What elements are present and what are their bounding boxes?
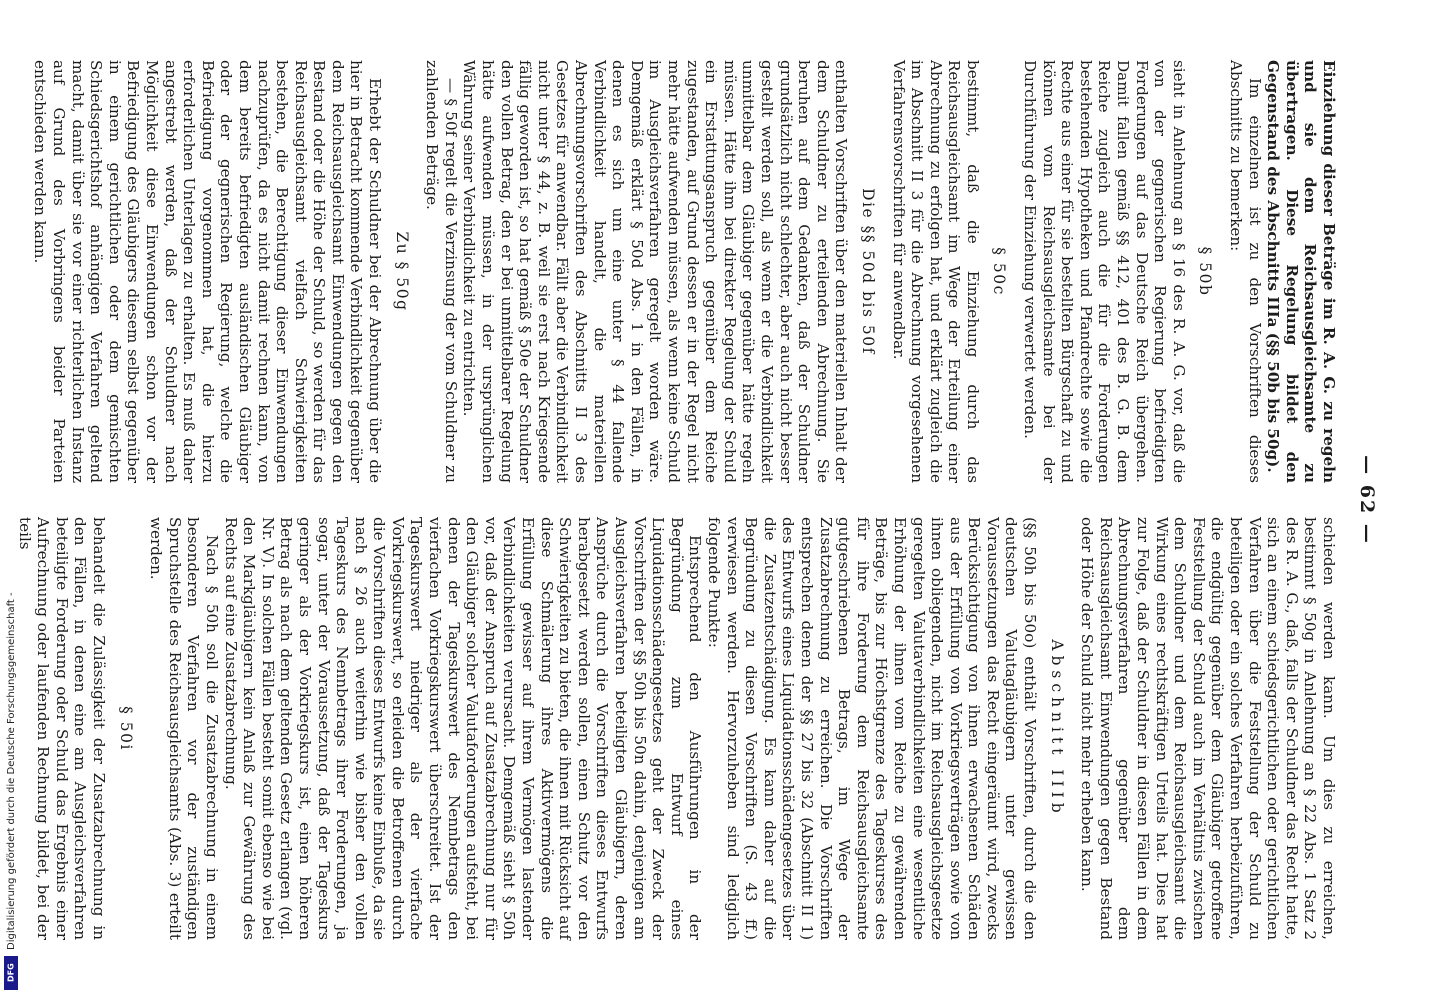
section-heading: § 50c bbox=[990, 247, 1009, 296]
paragraph: sieht in Anlehnung an § 16 des R. A. G. vor, daß die von der gegnerischen Regierung befriedigten Forderungen auf das Deutsche Reich übergehen. Damit fallen gemäß §§ 412, 401 des B. G. B. dem Reiche zugleich auch die für die Forderungen bestehenden Hypotheken und Pfandrechte sowie die Rechte aus einer für sie bestellten Bürgschaft zu und können vom Reichsausgleichsamte bei der Durchführung der Einziehung verwertet werden. bbox=[1021, 60, 1188, 483]
paragraph: Nach § 50h soll die Zusatzabrechnung in einem besonderen Verfahren vor der zuständigen Spruchstelle des Reichsausgleichsamts (Abs. 3) erteilt werden. bbox=[147, 517, 221, 940]
paragraph: — § 50f regelt die Verzinsung der vom Schuldner zu zahlenden Beträge. bbox=[423, 60, 460, 483]
right-column bbox=[15, 517, 1338, 940]
paragraph: Erhebt der Schuldner bei der Abrechnung über die hier in Betracht kommende Verbindlichkeit gegenüber dem Reichsausgleichsamt Einwendungen gegen den Bestand oder die Höhe der Schuld, so werden für das Reichsausgleichsamt vielfach Schwierigkeiten bestehen, die Berechtigung dieser Einwendungen nachzuprüfen, da es nicht damit rechnen kann, von dem bereits befriedigten ausländischen Gläubiger oder der gegnerischen Regierung, welche die Befriedigung vorgenommen hat, die hierzu erforderlichen Unterlagen zu erhalten. Es muß daher angestrebt werden, daß der Schuldner nach Möglichkeit diese Einwendungen schon vor der Befriedigung des Gläubigers diesem selbst gegenüber in einem gerichtlichen oder dem gemischten Schiedsgerichtshof anhängigen Verfahren geltend macht, damit über sie vor einer richterlichen Instanz auf Grund des Vorbringens beider Parteien entschieden werden kann. bbox=[31, 60, 385, 483]
paragraph: Entsprechend den Ausführungen in der Begründung zum Entwurf eines Liquidationsschädengesetzes geht der Zweck der Vorschriften der §§ 50h bis 50n dahin, denjenigen am Ausgleichsverfahren beteiligten Gläubigern, deren Ansprüche durch die Vorschriften dieses Entwurfs herabgesetzt werden sollen, einen Schutz vor den Schwierigkeiten zu bieten, die ihnen mit Rücksicht auf diese Schmälerung ihres Aktivvermögens die Erfüllung gewisser auf ihrem Vermögen lastender Verbindlichkeiten verursacht. Demgemäß sieht § 50h vor, daß der Anspruch auf Zusatzabrechnung nur für den Gläubiger solcher Valutaforderungen aufsteht, bei denen der Tageskurswert des Nennbetrags den vierfachen Vorkriegskurswert überschreitet. Ist der Tageskurswert niedriger als der vierfache Vorkriegskurswert, so erleiden die Betroffenen durch die Vorschriften dieses Entwurfs keine Einbuße, da sie nach § 26 auch weiterhin wie bisher den vollen Tageskurs des Nennbetrags ihrer Forderungen, ja sogar, unter der Voraussetzung, daß der Tageskurs geringer als der Vorkriegskurs ist, einen höheren Betrag als nach dem geltenden Gesetz erlangen (vgl. Nr. V). In solchen Fällen besteht somit ebenso wie bei den Markgläubigern kein Anlaß zur Gewährung des Rechts auf eine Zusatzabrechnung. bbox=[221, 517, 705, 940]
section-heading: Abschnitt IIIb bbox=[1047, 639, 1066, 818]
section-heading: § 50b bbox=[1196, 246, 1215, 297]
section-heading: Die §§ 50d bis 50f bbox=[858, 188, 877, 355]
left-column bbox=[15, 60, 1338, 483]
dfg-logo-icon: DFG bbox=[4, 956, 18, 990]
text-columns bbox=[15, 60, 1338, 940]
paragraph: Im einzelnen ist zu den Vorschriften dieses Abschnitts zu bemerken: bbox=[1227, 60, 1264, 483]
paragraph: bestimmt, daß die Einziehung durch das Reichsausgleichsamt im Wege der Erteilung einer Abrechnung zu erfolgen hat, und erklärt zugleich die im Abschnitt II 3 für die Abrechnung vorgesehenen Verfahrensvorschriften für anwendbar. bbox=[889, 60, 982, 483]
paragraph: schieden werden kann. Um dies zu erreichen, bestimmt § 50g in Anlehnung an § 22 Abs. 1 Satz 2 des R. A. G., daß, falls der Schuldner das Recht hatte, sich an einem schiedsgerichtlichen oder gerichtlichen Verfahren über die Feststellung der Schuld zu beteiligen oder ein solches Verfahren herbeizuführen, die endgültig gegenüber dem Gläubiger getroffene Feststellung der Schuld auch im Verhältnis zwischen dem Schuldner und dem Reichsausgleichsamt die Wirkung eines rechtskräftigen Urteils hat. Dies hat zur Folge, daß der Schuldner in diesen Fällen in dem Abrechnungsverfahren gegenüber dem Reichsausgleichsamt Einwendungen gegen Bestand oder Höhe der Schuld nicht mehr erheben kann. bbox=[1078, 517, 1338, 940]
section-heading: Zu § 50g bbox=[392, 231, 411, 312]
section-heading: § 50i bbox=[116, 706, 135, 751]
paragraph: Einziehung dieser Beträge im R. A. G. zu regeln und sie dem Reichsausgleichsamte zu übertragen. Diese Regelung bildet den Gegenstand des Abschnitts IIIa (§§ 50b bis 50g). bbox=[1264, 60, 1338, 483]
paragraph: behandelt die Zulässigkeit der Zusatzabrechnung in den Fällen, in denen eine am Ausgleichsverfahren beteiligte Forderung oder Schuld das Ergebnis einer Aufrechnung oder laufenden Rechnung bildet, bei der teils bbox=[15, 517, 108, 940]
page-number: — 62 — bbox=[1356, 455, 1378, 545]
paragraph: (§§ 50h bis 50o) enthält Vorschriften, durch die den deutschen Valutagläubigern unter gewissen Voraussetzungen das Recht eingeräumt wird, zwecks Berücksichtigung von ihnen erwachsenen Schäden aus der Erfüllung von Vorkriegsverträgen sowie von ihnen obliegenden, nicht im Reichsausgleichsgesetze geregelten Valutaverbindlichkeiten eine wesentliche Erhöhung der ihnen vom Reiche zu gewährenden Beträge, bis zur Höchstgrenze des Tageskurses des für ihre Forderung dem Reichsausgleichsamte gutgeschriebenen Betrags, im Wege der Zusatzabrechnung zu erreichen. Die Vorschriften entsprechen denen der §§ 27 bis 32 (Abschnitt II 1) des Entwurfs eines Liquidationsschädengesetzes über die Zusatzentschädigung. Es kann daher auf die Begründung zu diesen Vorschriften (S. 43 ff.) verwiesen werden. Hervorzuheben sind lediglich folgende Punkte: bbox=[705, 517, 1040, 940]
digitization-credit bbox=[0, 0, 22, 1000]
credit-text: Digitalisierung gefördert durch die Deutsche Forschungsgemeinschaft - bbox=[6, 592, 17, 950]
paragraph: enthalten Vorschriften über den materiellen Inhalt der dem Schuldner zu erteilenden Abrechnung. Sie beruhen auf dem Gedanken, daß der Schuldner grundsätzlich nicht schlechter, aber auch nicht besser gestellt werden soll, als wenn er die Verbindlichkeit unmittelbar dem Gläubiger gegenüber hätte regeln müssen. Hätte ihm bei direkter Regelung der Schuld ein Erstattungsanspruch gegenüber dem Reiche zugestanden, auf Grund dessen er in der Regel nicht mehr hätte aufwenden müssen, als wenn keine Schuld im Ausgleichsverfahren geregelt worden wäre. Demgemäß erklärt § 50d Abs. 1 in den Fällen, in denen es sich um eine unter § 44 fallende Verbindlichkeit handelt, die materiellen Abrechnungsvorschriften des Abschnitts II 3 des Gesetzes für anwendbar. Fällt aber die Verbindlichkeit nicht unter § 44, z. B. weil sie erst nach Kriegsende fällig geworden ist, so hat gemäß § 50e der Schuldner den vollen Betrag, den er bei unmittelbarer Regelung hätte aufwenden müssen, in der ursprünglichen Währung seiner Verbindlichkeit zu entrichten. bbox=[460, 60, 851, 483]
